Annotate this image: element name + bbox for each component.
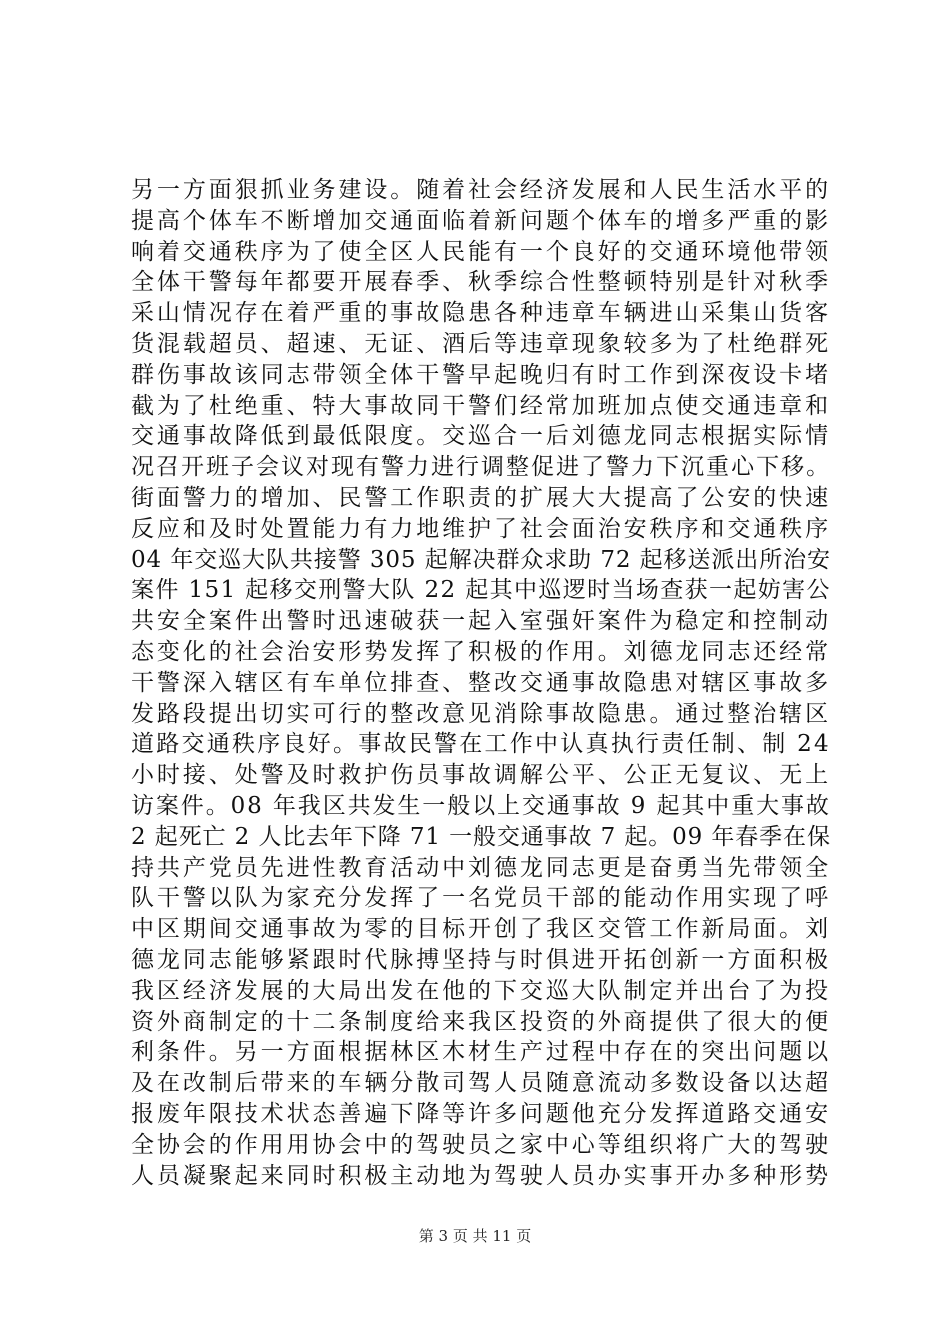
text-line: 全体干警每年都要开展春季、秋季综合性整顿特别是针对秋季 (131, 269, 832, 296)
text-line: 干警深入辖区有车单位排查、整改交通事故隐患对辖区事故多 (131, 669, 832, 696)
text-line: 采山情况存在着严重的事故隐患各种违章车辆进山采集山货客 (131, 300, 832, 327)
text-line: 利条件。另一方面根据林区木材生产过程中存在的突出问题以 (131, 1039, 832, 1066)
body-text (131, 175, 831, 1191)
text-line: 德龙同志能够紧跟时代脉搏坚持与时俱进开拓创新一方面积极 (131, 946, 832, 973)
text-line: 货混载超员、超速、无证、酒后等违章现象较多为了杜绝群死 (131, 330, 832, 357)
text-line: 道路交通秩序良好。事故民警在工作中认真执行责任制、制 24 (131, 731, 831, 758)
text-line: 响着交通秩序为了使全区人民能有一个良好的交通环境他带领 (131, 238, 832, 265)
text-line: 人员凝聚起来同时积极主动地为驾驶人员办实事开办多种形势 (131, 1162, 832, 1189)
text-line: 小时接、处警及时救护伤员事故调解公平、公正无复议、无上 (131, 762, 832, 789)
text-line: 及在改制后带来的车辆分散司驾人员随意流动多数设备以达超 (131, 1070, 832, 1097)
text-line: 队干警以队为家充分发挥了一名党员干部的能动作用实现了呼 (131, 885, 832, 912)
text-line: 中区期间交通事故为零的目标开创了我区交管工作新局面。刘 (131, 916, 832, 943)
text-line: 街面警力的增加、民警工作职责的扩展大大提高了公安的快速 (131, 484, 832, 511)
text-line: 我区经济发展的大局出发在他的下交巡大队制定并出台了为投 (131, 977, 832, 1004)
text-line: 04 年交巡大队共接警 305 起解决群众求助 72 起移送派出所治安 (131, 546, 831, 573)
text-line: 另一方面狠抓业务建设。随着社会经济发展和人民生活水平的 (131, 177, 832, 203)
text-line: 持共产党员先进性教育活动中刘德龙同志更是奋勇当先带领全 (131, 854, 832, 881)
text-line: 反应和及时处置能力有力地维护了社会面治安秩序和交通秩序 (131, 515, 832, 542)
text-line: 访案件。08 年我区共发生一般以上交通事故 9 起其中重大事故 (131, 792, 831, 819)
text-line: 案件 151 起移交刑警大队 22 起其中巡逻时当场查获一起妨害公 (131, 577, 831, 604)
text-line: 发路段提出切实可行的整改意见消除事故隐患。通过整治辖区 (131, 700, 832, 727)
page-footer: 第 3 页 共 11 页 (418, 1227, 532, 1245)
text-line: 态变化的社会治安形势发挥了积极的作用。刘德龙同志还经常 (131, 638, 832, 665)
text-line: 全协会的作用用协会中的驾驶员之家中心等组织将广大的驾驶 (131, 1131, 832, 1158)
text-line: 报废年限技术状态善遍下降等许多问题他充分发挥道路交通安 (131, 1100, 832, 1127)
text-line: 群伤事故该同志带领全体干警早起晚归有时工作到深夜设卡堵 (131, 361, 832, 388)
text-line: 资外商制定的十二条制度给来我区投资的外商提供了很大的便 (131, 1008, 832, 1035)
text-line: 交通事故降低到最低限度。交巡合一后刘德龙同志根据实际情 (131, 423, 832, 450)
text-line: 共安全案件出警时迅速破获一起入室强奸案件为稳定和控制动 (131, 608, 832, 635)
text-line: 提高个体车不断增加交通面临着新问题个体车的增多严重的影 (131, 207, 832, 234)
text-line: 2 起死亡 2 人比去年下降 71 一般交通事故 7 起。09 年春季在保 (131, 823, 831, 850)
text-line: 况召开班子会议对现有警力进行调整促进了警力下沉重心下移。 (131, 454, 832, 481)
text-line: 截为了杜绝重、特大事故同干警们经常加班加点使交通违章和 (131, 392, 832, 419)
